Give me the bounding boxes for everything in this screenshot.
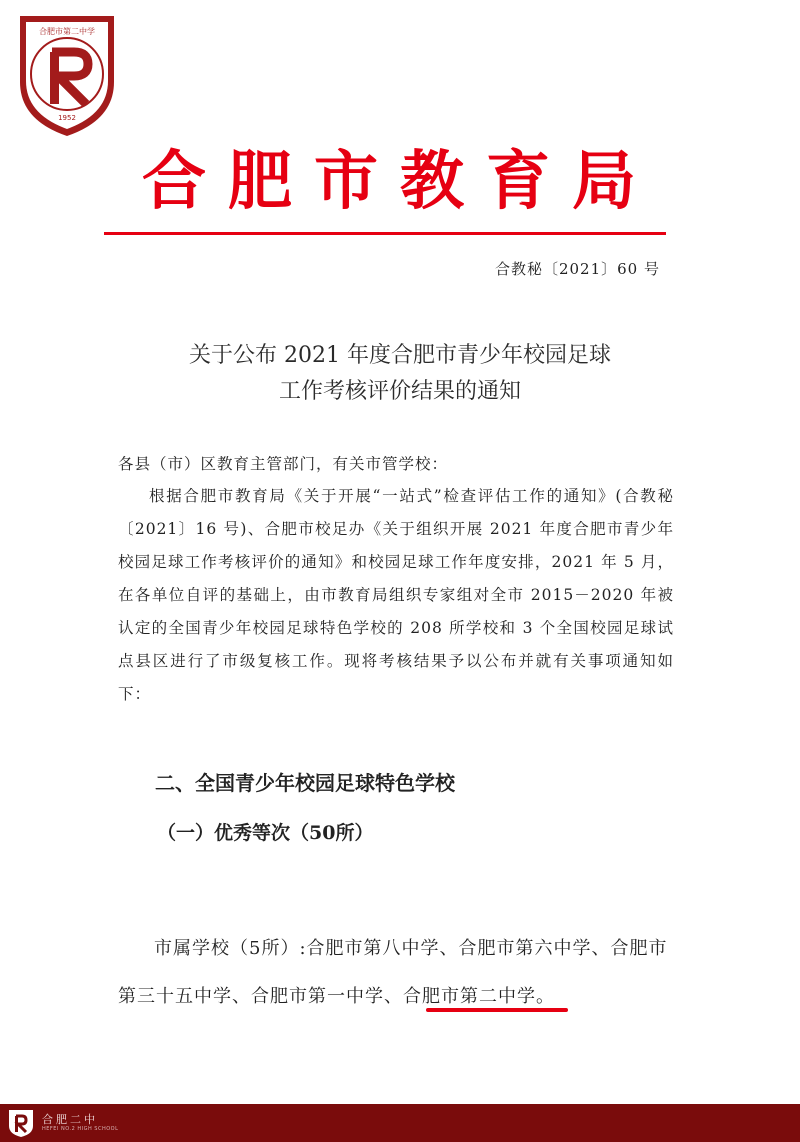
footer-school-subtitle: HEFEI NO.2 HIGH SCHOOL [42, 1126, 119, 1132]
school-list-suffix: 。 [536, 986, 555, 1007]
document-title [0, 338, 800, 410]
title-line-1: 关于公布 2021 年度合肥市青少年校园足球 [189, 343, 611, 368]
footer-school-name: 合肥二中 [42, 1113, 98, 1126]
logo-arc-text: 合肥市第二中学 [39, 27, 95, 36]
document-number: 合教秘〔2021〕60 号 [494, 260, 660, 278]
highlight-underline [426, 1008, 568, 1012]
masthead-title: 合肥市教育局 [142, 144, 658, 219]
section-heading: 二、全国青少年校园足球特色学校 [155, 771, 455, 795]
salutation: 各县（市）区教育主管部门，有关市管学校： [118, 455, 449, 473]
school-list [118, 925, 678, 1021]
highlighted-school: 合肥市第二中学 [403, 986, 536, 1007]
body-paragraph: 根据合肥市教育局《关于开展“一站式”检查评估工作的通知》(合教秘〔2021〕16 号)、合肥市校足办《关于组织开展 2021 年度合肥市青少年校园足球工作考核评价的通知》和校园足球工作年度安排，2021 年 5 月，在各单位自评的基础上，由市教育局组织专家组对全市 2015－2020 年被认定的全国青少年校园足球特色学校的 208 所学校和 3 个全国校园足球试点县区进行了市级复核工作。现将考核结果予以公布并就有关事项通知如下： [118, 487, 674, 703]
school-logo [14, 12, 120, 140]
school-list-prefix: 市属学校（5所）:合肥市第八中学、合肥市第六中学、合肥市第三十五中学、合肥市第一中学、 [118, 938, 668, 1007]
title-line-2: 工作考核评价结果的通知 [278, 379, 521, 404]
sub-heading: （一）优秀等次（50所） [157, 822, 374, 844]
footer-bar [0, 1104, 800, 1142]
masthead-rule [104, 232, 666, 235]
logo-year: 1952 [58, 114, 76, 122]
footer-logo [6, 1108, 36, 1138]
